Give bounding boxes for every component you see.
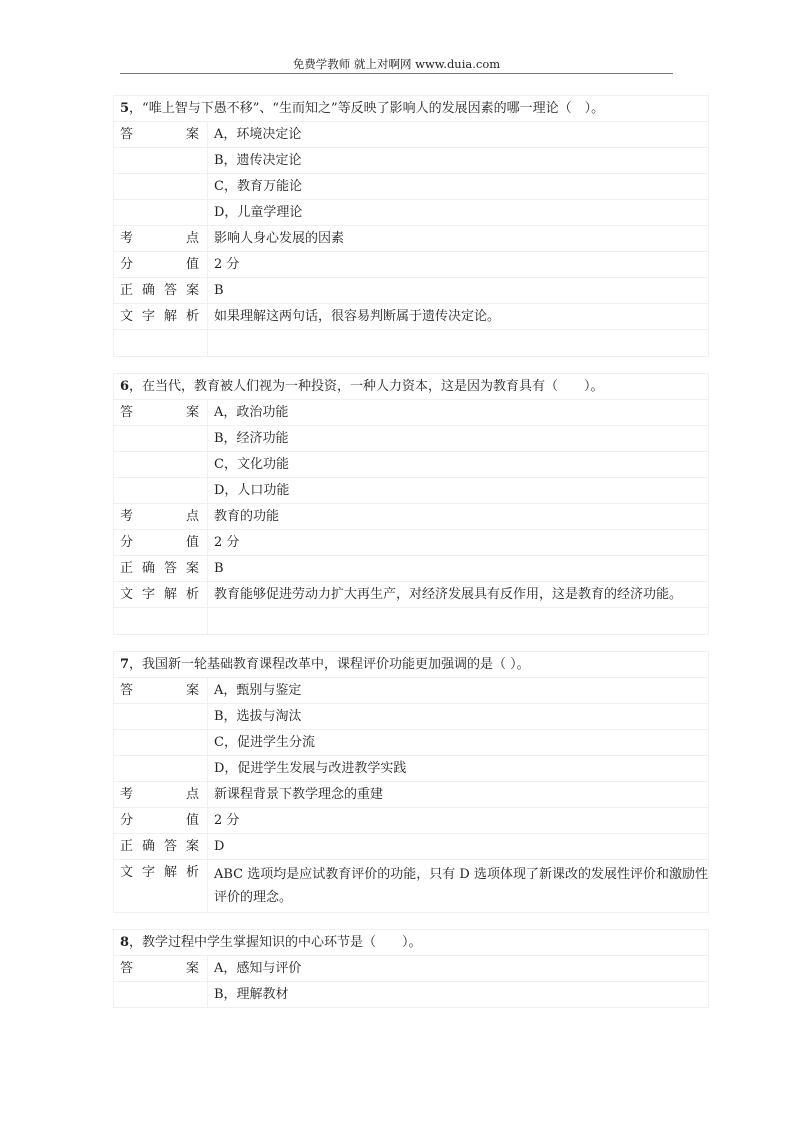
table-row: [114, 582, 709, 608]
option-b: B，选拔与淘汰: [208, 704, 709, 730]
question-stem: [113, 95, 709, 121]
score-label: 分 值: [114, 252, 208, 278]
correct-value: B: [208, 556, 709, 582]
question-stem: [113, 373, 709, 399]
option-a: A，政治功能: [208, 400, 709, 426]
option-d: D，人口功能: [208, 478, 709, 504]
answer-label: 答 案: [114, 678, 208, 704]
option-c: C，促进学生分流: [208, 730, 709, 756]
score-value: 2 分: [208, 808, 709, 834]
question-number: 5: [120, 101, 130, 116]
table-row: [114, 956, 709, 982]
question-table: [113, 121, 709, 357]
question-number: 7: [120, 657, 130, 672]
point-label: 考 点: [114, 226, 208, 252]
answer-label: 答 案: [114, 956, 208, 982]
option-c: C，教育万能论: [208, 174, 709, 200]
page-header: 免费学教师 就上对啊网 www.duia.com: [292, 57, 501, 71]
table-row: [114, 556, 709, 582]
table-row: [114, 504, 709, 530]
question-number: 8: [120, 935, 130, 950]
question-text: ，我国新一轮基础教育课程改革中，课程评价功能更加强调的是（ ）。: [129, 657, 530, 672]
question-8: [113, 929, 709, 1008]
table-row: [114, 678, 709, 704]
table-row: [114, 860, 709, 913]
question-5: [113, 95, 709, 357]
analysis-label: 文字解析: [114, 304, 208, 330]
question-table: [113, 955, 709, 1008]
table-row: [114, 808, 709, 834]
table-row: [114, 304, 709, 330]
table-row: [114, 330, 709, 357]
question-text: ，“唯上智与下愚不移”、“生而知之”等反映了影响人的发展因素的哪一理论（ ）。: [129, 101, 605, 116]
score-label: 分 值: [114, 530, 208, 556]
table-row: [114, 122, 709, 148]
table-row: [114, 426, 709, 452]
answer-label: 答 案: [114, 122, 208, 148]
table-row: [114, 148, 709, 174]
question-7: [113, 651, 709, 913]
table-row: [114, 400, 709, 426]
correct-value: D: [208, 834, 709, 860]
option-a: A，环境决定论: [208, 122, 709, 148]
question-number: 6: [120, 379, 130, 394]
option-a: A，甄别与鉴定: [208, 678, 709, 704]
score-value: 2 分: [208, 530, 709, 556]
question-table: [113, 677, 709, 913]
point-value: 新课程背景下教学理念的重建: [208, 782, 709, 808]
table-row: [114, 834, 709, 860]
table-row: [114, 226, 709, 252]
question-stem: [113, 929, 709, 955]
question-text: ，在当代，教育被人们视为一种投资，一种人力资本，这是因为教育具有（ ）。: [129, 379, 604, 394]
table-row: [114, 756, 709, 782]
table-row: [114, 704, 709, 730]
analysis-value: ABC 选项均是应试教育评价的功能，只有 D 选项体现了新课改的发展性评价和激励性评价的理念。: [208, 860, 709, 913]
analysis-label: 文字解析: [114, 860, 208, 913]
correct-label: 正确答案: [114, 834, 208, 860]
correct-label: 正确答案: [114, 278, 208, 304]
option-b: B，遗传决定论: [208, 148, 709, 174]
answer-label: 答 案: [114, 400, 208, 426]
score-value: 2 分: [208, 252, 709, 278]
question-text: ，教学过程中学生掌握知识的中心环节是（ ）。: [129, 935, 422, 950]
option-a: A，感知与评价: [208, 956, 709, 982]
score-label: 分 值: [114, 808, 208, 834]
table-row: [114, 252, 709, 278]
correct-label: 正确答案: [114, 556, 208, 582]
table-row: [114, 452, 709, 478]
point-label: 考 点: [114, 504, 208, 530]
table-row: [114, 278, 709, 304]
option-b: B，经济功能: [208, 426, 709, 452]
header-divider: [120, 73, 673, 74]
point-label: 考 点: [114, 782, 208, 808]
option-b: B，理解教材: [208, 982, 709, 1008]
option-d: D，促进学生发展与改进教学实践: [208, 756, 709, 782]
question-6: [113, 373, 709, 635]
table-row: [114, 608, 709, 635]
correct-value: B: [208, 278, 709, 304]
analysis-value: 如果理解这两句话，很容易判断属于遗传决定论。: [208, 304, 709, 330]
table-row: [114, 782, 709, 808]
analysis-value: 教育能够促进劳动力扩大再生产，对经济发展具有反作用，这是教育的经济功能。: [208, 582, 709, 608]
table-row: [114, 982, 709, 1008]
table-row: [114, 730, 709, 756]
point-value: 影响人身心发展的因素: [208, 226, 709, 252]
table-row: [114, 478, 709, 504]
option-c: C，文化功能: [208, 452, 709, 478]
question-table: [113, 399, 709, 635]
table-row: [114, 530, 709, 556]
analysis-label: 文字解析: [114, 582, 208, 608]
table-row: [114, 174, 709, 200]
point-value: 教育的功能: [208, 504, 709, 530]
option-d: D，儿童学理论: [208, 200, 709, 226]
table-row: [114, 200, 709, 226]
question-stem: [113, 651, 709, 677]
